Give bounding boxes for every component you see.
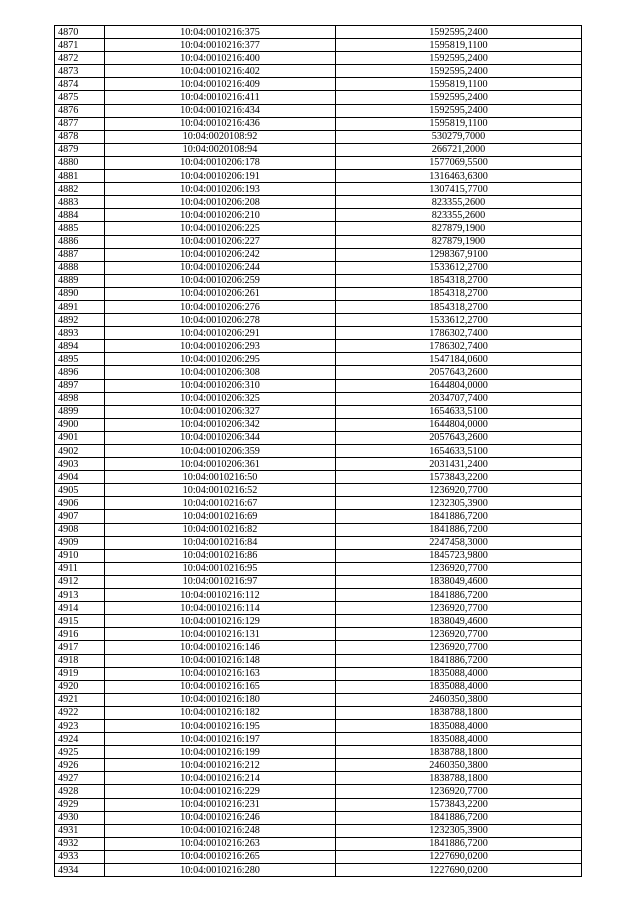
cadastral-number-cell: 10:04:0010206:259	[105, 274, 336, 287]
cadastral-number-cell: 10:04:0010216:52	[105, 484, 336, 497]
row-number-cell: 4877	[55, 117, 105, 130]
table-row	[55, 746, 582, 759]
value-cell: 1298367,9100	[336, 248, 582, 261]
row-number-cell: 4921	[55, 693, 105, 706]
value-cell: 1232305,3900	[336, 497, 582, 510]
table-body	[55, 26, 582, 877]
value-cell: 823355,2600	[336, 196, 582, 209]
value-cell: 1841886,7200	[336, 837, 582, 850]
table-row	[55, 183, 582, 196]
cadastral-number-cell: 10:04:0010216:82	[105, 523, 336, 536]
row-number-cell: 4878	[55, 130, 105, 143]
cadastral-number-cell: 10:04:0010216:212	[105, 759, 336, 772]
table-row	[55, 379, 582, 392]
cadastral-number-cell: 10:04:0010216:229	[105, 785, 336, 798]
table-row	[55, 719, 582, 732]
value-cell: 1236920,7700	[336, 628, 582, 641]
row-number-cell: 4908	[55, 523, 105, 536]
table-row	[55, 654, 582, 667]
table-row	[55, 366, 582, 379]
value-cell: 1236920,7700	[336, 641, 582, 654]
value-cell: 1236920,7700	[336, 484, 582, 497]
row-number-cell: 4893	[55, 327, 105, 340]
value-cell: 1835088,4000	[336, 733, 582, 746]
table-row	[55, 523, 582, 536]
value-cell: 1236920,7700	[336, 785, 582, 798]
table-row	[55, 772, 582, 785]
row-number-cell: 4882	[55, 183, 105, 196]
value-cell: 1835088,4000	[336, 667, 582, 680]
cadastral-number-cell: 10:04:0020108:92	[105, 130, 336, 143]
table-row	[55, 26, 582, 39]
row-number-cell: 4894	[55, 340, 105, 353]
cadastral-number-cell: 10:04:0010206:208	[105, 196, 336, 209]
value-cell: 1838788,1800	[336, 706, 582, 719]
cadastral-number-cell: 10:04:0010216:246	[105, 811, 336, 824]
cadastral-number-cell: 10:04:0010216:84	[105, 536, 336, 549]
table-row	[55, 274, 582, 287]
table-row	[55, 156, 582, 169]
table-row	[55, 340, 582, 353]
table-row	[55, 170, 582, 183]
cadastral-number-cell: 10:04:0010206:325	[105, 392, 336, 405]
value-cell: 1841886,7200	[336, 654, 582, 667]
row-number-cell: 4927	[55, 772, 105, 785]
value-cell: 1533612,2700	[336, 261, 582, 274]
row-number-cell: 4874	[55, 78, 105, 91]
cadastral-number-cell: 10:04:0010216:214	[105, 772, 336, 785]
table-row	[55, 287, 582, 300]
cadastral-number-cell: 10:04:0010216:195	[105, 719, 336, 732]
row-number-cell: 4870	[55, 26, 105, 39]
value-cell: 530279,7000	[336, 130, 582, 143]
cadastral-number-cell: 10:04:0010216:263	[105, 837, 336, 850]
cadastral-number-cell: 10:04:0010206:359	[105, 445, 336, 458]
row-number-cell: 4910	[55, 549, 105, 562]
row-number-cell: 4917	[55, 641, 105, 654]
row-number-cell: 4920	[55, 680, 105, 693]
table-row	[55, 549, 582, 562]
cadastral-number-cell: 10:04:0010216:197	[105, 733, 336, 746]
table-row	[55, 300, 582, 313]
table-row	[55, 91, 582, 104]
row-number-cell: 4906	[55, 497, 105, 510]
table-row	[55, 445, 582, 458]
value-cell: 1573843,2200	[336, 471, 582, 484]
table-row	[55, 667, 582, 680]
table-row	[55, 196, 582, 209]
value-cell: 1835088,4000	[336, 680, 582, 693]
table-row	[55, 117, 582, 130]
row-number-cell: 4915	[55, 615, 105, 628]
table-row	[55, 602, 582, 615]
table-row	[55, 353, 582, 366]
value-cell: 1307415,7700	[336, 183, 582, 196]
row-number-cell: 4913	[55, 589, 105, 602]
row-number-cell: 4873	[55, 65, 105, 78]
table-row	[55, 143, 582, 156]
row-number-cell: 4898	[55, 392, 105, 405]
row-number-cell: 4916	[55, 628, 105, 641]
cadastral-number-cell: 10:04:0010206:295	[105, 353, 336, 366]
row-number-cell: 4918	[55, 654, 105, 667]
cadastral-number-cell: 10:04:0010216:97	[105, 575, 336, 588]
cadastral-number-cell: 10:04:0010216:402	[105, 65, 336, 78]
cadastral-number-cell: 10:04:0010216:409	[105, 78, 336, 91]
cadastral-number-cell: 10:04:0010216:112	[105, 589, 336, 602]
value-cell: 1654633,5100	[336, 405, 582, 418]
cadastral-number-cell: 10:04:0010216:131	[105, 628, 336, 641]
cadastral-number-cell: 10:04:0010206:227	[105, 235, 336, 248]
table-row	[55, 327, 582, 340]
cadastral-number-cell: 10:04:0010216:129	[105, 615, 336, 628]
row-number-cell: 4886	[55, 235, 105, 248]
value-cell: 1838788,1800	[336, 772, 582, 785]
value-cell: 1841886,7200	[336, 523, 582, 536]
value-cell: 1644804,0000	[336, 418, 582, 431]
value-cell: 1595819,1100	[336, 117, 582, 130]
table-row	[55, 837, 582, 850]
row-number-cell: 4885	[55, 222, 105, 235]
cadastral-number-cell: 10:04:0010216:95	[105, 562, 336, 575]
row-number-cell: 4924	[55, 733, 105, 746]
cadastral-number-cell: 10:04:0010206:244	[105, 261, 336, 274]
cadastral-number-cell: 10:04:0010216:199	[105, 746, 336, 759]
cadastral-number-cell: 10:04:0010216:182	[105, 706, 336, 719]
value-cell: 1577069,5500	[336, 156, 582, 169]
table-row	[55, 39, 582, 52]
table-row	[55, 248, 582, 261]
row-number-cell: 4929	[55, 798, 105, 811]
cadastral-number-cell: 10:04:0010206:261	[105, 287, 336, 300]
value-cell: 1854318,2700	[336, 300, 582, 313]
cadastral-number-cell: 10:04:0010206:361	[105, 458, 336, 471]
value-cell: 1227690,0200	[336, 850, 582, 863]
value-cell: 1595819,1100	[336, 78, 582, 91]
row-number-cell: 4899	[55, 405, 105, 418]
value-cell: 1786302,7400	[336, 340, 582, 353]
table-row	[55, 589, 582, 602]
row-number-cell: 4930	[55, 811, 105, 824]
data-table	[54, 25, 582, 877]
row-number-cell: 4887	[55, 248, 105, 261]
cadastral-number-cell: 10:04:0010216:163	[105, 667, 336, 680]
table-row	[55, 811, 582, 824]
row-number-cell: 4911	[55, 562, 105, 575]
table-row	[55, 78, 582, 91]
cadastral-number-cell: 10:04:0010216:69	[105, 510, 336, 523]
row-number-cell: 4925	[55, 746, 105, 759]
cadastral-number-cell: 10:04:0010216:280	[105, 864, 336, 877]
value-cell: 1841886,7200	[336, 589, 582, 602]
value-cell: 827879,1900	[336, 235, 582, 248]
value-cell: 827879,1900	[336, 222, 582, 235]
table-row	[55, 209, 582, 222]
table-row	[55, 785, 582, 798]
table-row	[55, 497, 582, 510]
value-cell: 1845723,9800	[336, 549, 582, 562]
value-cell: 2247458,3000	[336, 536, 582, 549]
row-number-cell: 4880	[55, 156, 105, 169]
row-number-cell: 4914	[55, 602, 105, 615]
table-row	[55, 418, 582, 431]
table-row	[55, 484, 582, 497]
value-cell: 1533612,2700	[336, 314, 582, 327]
row-number-cell: 4900	[55, 418, 105, 431]
row-number-cell: 4928	[55, 785, 105, 798]
row-number-cell: 4901	[55, 431, 105, 444]
table-row	[55, 235, 582, 248]
row-number-cell: 4871	[55, 39, 105, 52]
value-cell: 2460350,3800	[336, 759, 582, 772]
row-number-cell: 4931	[55, 824, 105, 837]
value-cell: 1592595,2400	[336, 26, 582, 39]
table-row	[55, 104, 582, 117]
cadastral-number-cell: 10:04:0010206:225	[105, 222, 336, 235]
row-number-cell: 4903	[55, 458, 105, 471]
cadastral-number-cell: 10:04:0010216:248	[105, 824, 336, 837]
cadastral-number-cell: 10:04:0010216:50	[105, 471, 336, 484]
table-row	[55, 759, 582, 772]
table-row	[55, 458, 582, 471]
table-row	[55, 261, 582, 274]
row-number-cell: 4907	[55, 510, 105, 523]
row-number-cell: 4922	[55, 706, 105, 719]
value-cell: 1854318,2700	[336, 287, 582, 300]
value-cell: 1236920,7700	[336, 602, 582, 615]
cadastral-number-cell: 10:04:0010206:191	[105, 170, 336, 183]
cadastral-number-cell: 10:04:0010206:276	[105, 300, 336, 313]
cadastral-number-cell: 10:04:0010216:114	[105, 602, 336, 615]
value-cell: 1786302,7400	[336, 327, 582, 340]
cadastral-number-cell: 10:04:0010216:86	[105, 549, 336, 562]
cadastral-number-cell: 10:04:0010206:178	[105, 156, 336, 169]
value-cell: 1644804,0000	[336, 379, 582, 392]
row-number-cell: 4905	[55, 484, 105, 497]
cadastral-number-cell: 10:04:0010206:327	[105, 405, 336, 418]
value-cell: 1573843,2200	[336, 798, 582, 811]
row-number-cell: 4932	[55, 837, 105, 850]
value-cell: 1232305,3900	[336, 824, 582, 837]
cadastral-number-cell: 10:04:0010206:310	[105, 379, 336, 392]
cadastral-number-cell: 10:04:0010206:242	[105, 248, 336, 261]
value-cell: 2031431,2400	[336, 458, 582, 471]
cadastral-number-cell: 10:04:0010216:436	[105, 117, 336, 130]
value-cell: 1316463,6300	[336, 170, 582, 183]
row-number-cell: 4909	[55, 536, 105, 549]
row-number-cell: 4926	[55, 759, 105, 772]
table-row	[55, 405, 582, 418]
table-row	[55, 562, 582, 575]
table-row	[55, 65, 582, 78]
row-number-cell: 4876	[55, 104, 105, 117]
table-row	[55, 510, 582, 523]
row-number-cell: 4896	[55, 366, 105, 379]
value-cell: 1592595,2400	[336, 65, 582, 78]
value-cell: 1592595,2400	[336, 52, 582, 65]
table-row	[55, 536, 582, 549]
table-row	[55, 706, 582, 719]
table-row	[55, 864, 582, 877]
row-number-cell: 4881	[55, 170, 105, 183]
row-number-cell: 4883	[55, 196, 105, 209]
row-number-cell: 4872	[55, 52, 105, 65]
row-number-cell: 4889	[55, 274, 105, 287]
value-cell: 1838049,4600	[336, 575, 582, 588]
table-row	[55, 733, 582, 746]
table-row	[55, 222, 582, 235]
value-cell: 2057643,2600	[336, 366, 582, 379]
value-cell: 823355,2600	[336, 209, 582, 222]
value-cell: 1592595,2400	[336, 104, 582, 117]
cadastral-number-cell: 10:04:0010206:308	[105, 366, 336, 379]
cadastral-number-cell: 10:04:0010206:278	[105, 314, 336, 327]
row-number-cell: 4904	[55, 471, 105, 484]
cadastral-number-cell: 10:04:0010216:67	[105, 497, 336, 510]
cadastral-number-cell: 10:04:0010216:377	[105, 39, 336, 52]
cadastral-number-cell: 10:04:0010216:165	[105, 680, 336, 693]
cadastral-number-cell: 10:04:0010206:342	[105, 418, 336, 431]
table-row	[55, 52, 582, 65]
row-number-cell: 4884	[55, 209, 105, 222]
value-cell: 1854318,2700	[336, 274, 582, 287]
value-cell: 1838049,4600	[336, 615, 582, 628]
table-row	[55, 628, 582, 641]
value-cell: 1841886,7200	[336, 510, 582, 523]
row-number-cell: 4923	[55, 719, 105, 732]
row-number-cell: 4912	[55, 575, 105, 588]
table-row	[55, 471, 582, 484]
cadastral-number-cell: 10:04:0010216:411	[105, 91, 336, 104]
table-row	[55, 575, 582, 588]
table-row	[55, 850, 582, 863]
row-number-cell: 4919	[55, 667, 105, 680]
cadastral-number-cell: 10:04:0010216:231	[105, 798, 336, 811]
table-row	[55, 314, 582, 327]
cadastral-number-cell: 10:04:0010216:148	[105, 654, 336, 667]
row-number-cell: 4892	[55, 314, 105, 327]
cadastral-number-cell: 10:04:0010216:146	[105, 641, 336, 654]
cadastral-number-cell: 10:04:0010206:193	[105, 183, 336, 196]
value-cell: 2034707,7400	[336, 392, 582, 405]
cadastral-number-cell: 10:04:0010216:434	[105, 104, 336, 117]
row-number-cell: 4879	[55, 143, 105, 156]
table-row	[55, 824, 582, 837]
cadastral-number-cell: 10:04:0010206:293	[105, 340, 336, 353]
table-row	[55, 693, 582, 706]
row-number-cell: 4934	[55, 864, 105, 877]
cadastral-number-cell: 10:04:0010206:291	[105, 327, 336, 340]
cadastral-number-cell: 10:04:0010216:375	[105, 26, 336, 39]
value-cell: 2460350,3800	[336, 693, 582, 706]
row-number-cell: 4888	[55, 261, 105, 274]
table-row	[55, 798, 582, 811]
row-number-cell: 4890	[55, 287, 105, 300]
cadastral-number-cell: 10:04:0020108:94	[105, 143, 336, 156]
cadastral-number-cell: 10:04:0010216:400	[105, 52, 336, 65]
row-number-cell: 4895	[55, 353, 105, 366]
cadastral-number-cell: 10:04:0010206:344	[105, 431, 336, 444]
value-cell: 266721,2000	[336, 143, 582, 156]
row-number-cell: 4902	[55, 445, 105, 458]
table-row	[55, 130, 582, 143]
value-cell: 1841886,7200	[336, 811, 582, 824]
table-row	[55, 641, 582, 654]
value-cell: 1227690,0200	[336, 864, 582, 877]
table-row	[55, 431, 582, 444]
row-number-cell: 4891	[55, 300, 105, 313]
cadastral-number-cell: 10:04:0010216:265	[105, 850, 336, 863]
value-cell: 1547184,0600	[336, 353, 582, 366]
value-cell: 1835088,4000	[336, 719, 582, 732]
value-cell: 1592595,2400	[336, 91, 582, 104]
value-cell: 1236920,7700	[336, 562, 582, 575]
table-row	[55, 680, 582, 693]
value-cell: 2057643,2600	[336, 431, 582, 444]
row-number-cell: 4933	[55, 850, 105, 863]
value-cell: 1838788,1800	[336, 746, 582, 759]
cadastral-number-cell: 10:04:0010206:210	[105, 209, 336, 222]
value-cell: 1654633,5100	[336, 445, 582, 458]
value-cell: 1595819,1100	[336, 39, 582, 52]
row-number-cell: 4875	[55, 91, 105, 104]
table-row	[55, 392, 582, 405]
cadastral-number-cell: 10:04:0010216:180	[105, 693, 336, 706]
row-number-cell: 4897	[55, 379, 105, 392]
table-row	[55, 615, 582, 628]
